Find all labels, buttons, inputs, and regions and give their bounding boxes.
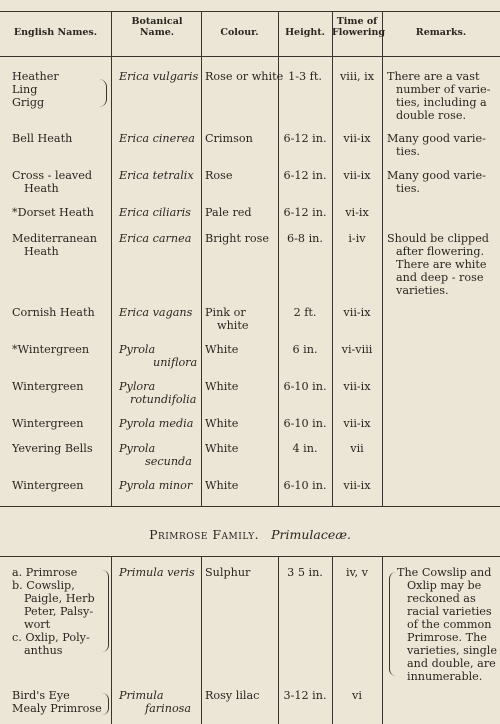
remarks-line: number of varie- [396, 83, 491, 96]
remarks-line: varieties, single [407, 644, 497, 657]
colour: White [205, 442, 239, 455]
flowering-time: vii [350, 442, 364, 455]
english-name: Grigg [12, 96, 45, 109]
remarks-line: Many good varie- [387, 132, 486, 145]
flowering-time: vi-viii [341, 343, 373, 356]
botanical-name: Erica carnea [119, 232, 192, 245]
column-divider [382, 12, 383, 506]
english-name: b. Cowslip, [12, 579, 75, 592]
remarks-line: ties. [396, 182, 420, 195]
english-name: Heather [12, 70, 59, 83]
column-divider [332, 12, 333, 506]
height: 6-12 in. [283, 132, 327, 145]
english-name: Wintergreen [12, 417, 84, 430]
flowering-time: vii-ix [343, 417, 371, 430]
remarks-line: double rose. [396, 109, 467, 122]
flowering-time: vi [352, 689, 362, 702]
botanical-name: Erica ciliaris [119, 206, 191, 219]
flowering-time: vi-ix [345, 206, 369, 219]
english-name: Paigle, Herb [24, 592, 95, 605]
botanical-name: Erica cinerea [119, 132, 195, 145]
remarks-line: reckoned as [407, 592, 476, 605]
english-name: anthus [24, 644, 63, 657]
botanical-name: Erica vagans [119, 306, 193, 319]
height: 1-3 ft. [288, 70, 322, 83]
header-time-of-flowering: Time of Flowering [332, 16, 386, 38]
height: 2 ft. [293, 306, 317, 319]
botanical-name: Pyrola minor [119, 479, 193, 492]
botanical-name: Pyrola media [119, 417, 194, 430]
remarks-line: and deep - rose [396, 271, 484, 284]
botanical-name: Primula veris [119, 566, 195, 579]
height: 6 in. [292, 343, 318, 356]
colour: White [205, 343, 239, 356]
colour: Rose or white [205, 70, 284, 83]
remarks-line: There are white [396, 258, 487, 271]
brace [102, 570, 109, 652]
botanical-name: secunda [145, 455, 192, 468]
height: 6-10 in. [283, 380, 327, 393]
flowering-time: iv, v [345, 566, 368, 579]
header-botanical-name: Botanical Name. [131, 16, 183, 38]
botanical-name: farinosa [145, 702, 192, 715]
remarks-line: ties, including a [396, 96, 487, 109]
flowering-time: vii-ix [343, 169, 371, 182]
column-divider [278, 12, 279, 506]
english-name: Bell Heath [12, 132, 73, 145]
colour: White [205, 479, 239, 492]
colour: White [205, 417, 239, 430]
remarks-line: and double, are [407, 657, 496, 670]
english-name: Wintergreen [12, 479, 84, 492]
family-name: Primrose Family. [149, 527, 260, 542]
remarks-line: after flowering. [396, 245, 485, 258]
english-name: Bird's Eye [12, 689, 70, 702]
english-name: Wintergreen [12, 380, 84, 393]
flowering-time: vii-ix [343, 132, 371, 145]
flowering-time: vii-ix [343, 380, 371, 393]
height: 6-10 in. [283, 417, 327, 430]
height: 6-12 in. [283, 206, 327, 219]
height: 3-12 in. [283, 689, 327, 702]
column-divider [111, 557, 112, 724]
english-name: *Wintergreen [12, 343, 90, 356]
botanical-name: Pyrola [119, 343, 156, 356]
flowering-time: vii-ix [343, 479, 371, 492]
family-latin-name: Primulaceæ. [271, 527, 351, 542]
header-colour: Colour. [220, 27, 259, 38]
height: 4 in. [292, 442, 318, 455]
english-name: Yevering Bells [12, 442, 93, 455]
height: 6-12 in. [283, 169, 327, 182]
height: 6-10 in. [283, 479, 327, 492]
colour: Bright rose [205, 232, 270, 245]
english-name: Cornish Heath [12, 306, 95, 319]
english-name: Mealy Primrose [12, 702, 102, 715]
header-english-names: English Names. [13, 27, 98, 38]
colour: Pale red [205, 206, 252, 219]
english-name: a. Primrose [12, 566, 78, 579]
english-name: Heath [24, 245, 59, 258]
remarks-line: The Cowslip and [397, 566, 492, 579]
flowering-time: i-iv [348, 232, 366, 245]
botanical-name: rotundifolia [130, 393, 197, 406]
colour: Rosy lilac [205, 689, 260, 702]
colour: Rose [205, 169, 233, 182]
height: 6-8 in. [287, 232, 323, 245]
english-name: Heath [24, 182, 59, 195]
header-height: Height. [285, 27, 325, 38]
english-name: Ling [12, 83, 38, 96]
header-rule [0, 56, 500, 57]
column-divider [201, 557, 202, 724]
brace [99, 79, 107, 107]
header-remarks: Remarks. [415, 27, 467, 38]
botanical-name: Pyrola [119, 442, 156, 455]
brace [102, 693, 109, 715]
remarks-line: Oxlip may be [407, 579, 482, 592]
colour: Sulphur [205, 566, 251, 579]
remarks-line: Primrose. The [407, 631, 487, 644]
english-name: Mediterranean [12, 232, 97, 245]
family-heading [0, 527, 500, 542]
column-divider [111, 12, 112, 506]
colour: White [205, 380, 239, 393]
colour: white [217, 319, 249, 332]
english-name: Cross - leaved [12, 169, 92, 182]
remarks-line: Many good varie- [387, 169, 486, 182]
remarks-line: ties. [396, 145, 420, 158]
column-divider [201, 12, 202, 506]
english-name: c. Oxlip, Poly- [12, 631, 90, 644]
english-name: Peter, Palsy- [24, 605, 94, 618]
botanical-name: Primula [119, 689, 164, 702]
english-name: *Dorset Heath [12, 206, 94, 219]
colour: Pink or [205, 306, 246, 319]
flowering-time: viii, ix [339, 70, 375, 83]
column-divider [382, 557, 383, 724]
remarks-line: Should be clipped [387, 232, 489, 245]
remarks-line: There are a vast [387, 70, 480, 83]
height: 3 5 in. [287, 566, 323, 579]
english-name: wort [24, 618, 51, 631]
remarks-line: of the common [407, 618, 492, 631]
flowering-time: vii-ix [343, 306, 371, 319]
botanical-name: Erica vulgaris [119, 70, 199, 83]
botanical-name: Erica tetralix [119, 169, 194, 182]
botanical-name: uniflora [153, 356, 198, 369]
brace [389, 572, 396, 676]
remarks-line: racial varieties [407, 605, 492, 618]
remarks-line: varieties. [396, 284, 449, 297]
remarks-line: innumerable. [407, 670, 483, 683]
colour: Crimson [205, 132, 253, 145]
botanical-name: Pylora [119, 380, 156, 393]
